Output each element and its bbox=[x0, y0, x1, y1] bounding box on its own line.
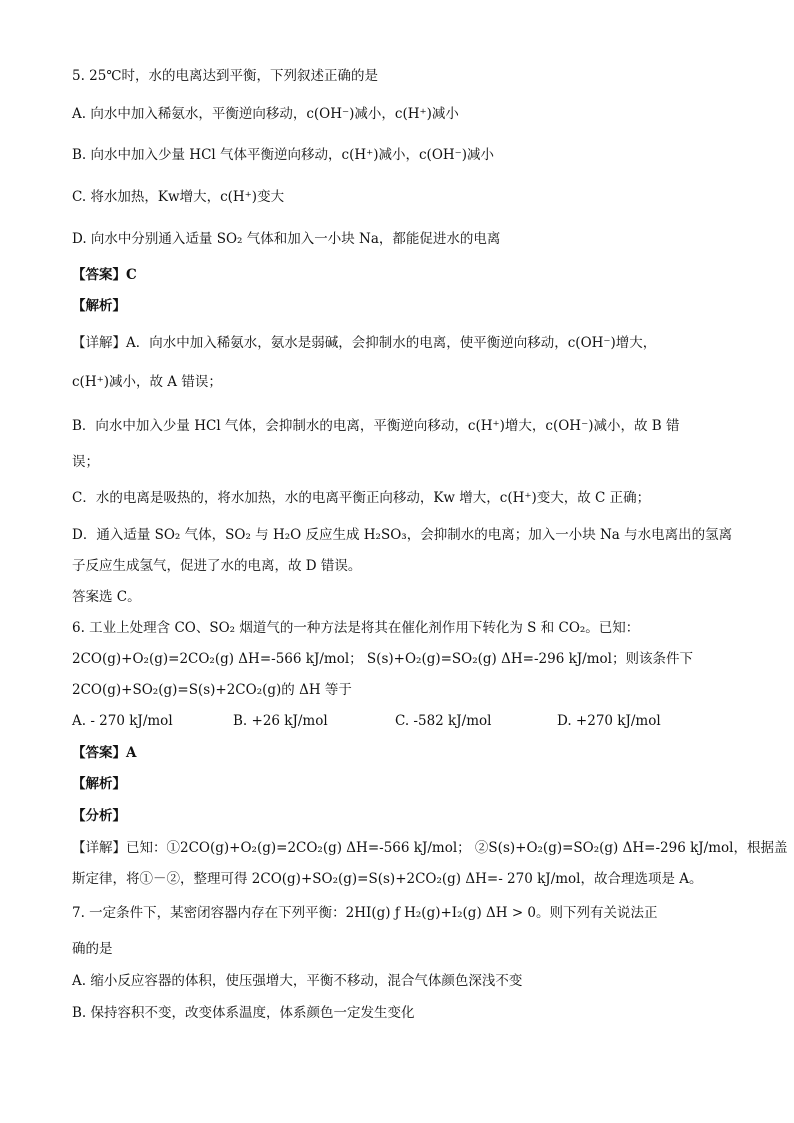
q6-stem-2: 2CO(g)+O₂(g)=2CO₂(g) ΔH=-566 kJ/mol； S(s)+O₂(g)=SO₂(g) ΔH=-296 kJ/mol；则该条件下 bbox=[72, 651, 693, 667]
q7-stem-2: 确的是 bbox=[72, 941, 113, 957]
q6-fenxi-label: 【分析】 bbox=[72, 808, 126, 824]
q5-detail-7: 子反应生成氢气，促进了水的电离，故 D 错误。 bbox=[72, 558, 362, 574]
q7-option-b: B. 保持容积不变，改变体系温度，体系颜色一定发生变化 bbox=[72, 1005, 415, 1021]
q6-detail-2: 斯定律，将①－②，整理可得 2CO(g)+SO₂(g)=S(s)+2CO₂(g) ΔH=- 270 kJ/mol，故合理选项是 A。 bbox=[72, 871, 703, 887]
q7-stem-1: 7. 一定条件下，某密闭容器内存在下列平衡：2HI(g) ƒ H₂(g)+I₂(g) ΔH > 0。则下列有关说法正 bbox=[72, 905, 658, 921]
q5-option-c: C. 将水加热，Kw增大，c(H⁺)变大 bbox=[72, 189, 285, 205]
q6-option-d: D. +270 kJ/mol bbox=[557, 713, 661, 729]
q6-option-a: A. - 270 kJ/mol bbox=[72, 713, 173, 729]
q6-option-c: C. -582 kJ/mol bbox=[395, 713, 492, 729]
q6-option-b: B. +26 kJ/mol bbox=[233, 713, 328, 729]
q5-detail-3: B．向水中加入少量 HCl 气体，会抑制水的电离，平衡逆向移动，c(H⁺)增大，c(OH⁻)减小，故 B 错 bbox=[72, 418, 680, 434]
q5-option-b: B. 向水中加入少量 HCl 气体平衡逆向移动，c(H⁺)减小，c(OH⁻)减小 bbox=[72, 147, 495, 163]
q6-answer: 【答案】A bbox=[72, 745, 137, 761]
q5-detail-2: c(H⁺)减小，故 A 错误； bbox=[72, 374, 222, 390]
q6-stem-3: 2CO(g)+SO₂(g)=S(s)+2CO₂(g)的 ΔH 等于 bbox=[72, 682, 352, 698]
q5-stem: 5. 25℃时，水的电离达到平衡，下列叙述正确的是 bbox=[72, 68, 378, 84]
q5-option-a: A. 向水中加入稀氨水，平衡逆向移动，c(OH⁻)减小，c(H⁺)减小 bbox=[72, 106, 459, 122]
q5-detail-1: 【详解】A．向水中加入稀氨水，氨水是弱碱，会抑制水的电离，使平衡逆向移动，c(OH⁻)增大， bbox=[72, 335, 657, 351]
q5-option-d: D. 向水中分别通入适量 SO₂ 气体和加入一小块 Na，都能促进水的电离 bbox=[72, 231, 501, 247]
q5-answer: 【答案】C bbox=[72, 267, 137, 283]
q5-analysis-label: 【解析】 bbox=[72, 298, 126, 314]
q7-option-a: A. 缩小反应容器的体积，使压强增大，平衡不移动，混合气体颜色深浅不变 bbox=[72, 973, 523, 989]
q6-analysis-label: 【解析】 bbox=[72, 776, 126, 792]
q5-detail-6: D．通入适量 SO₂ 气体，SO₂ 与 H₂O 反应生成 H₂SO₃，会抑制水的电离；加入一小块 Na 与水电离出的氢离 bbox=[72, 527, 733, 543]
q5-detail-4: 误； bbox=[72, 454, 99, 470]
q5-detail-5: C．水的电离是吸热的，将水加热，水的电离平衡正向移动，Kw 增大，c(H⁺)变大，故 C 正确； bbox=[72, 490, 651, 506]
q6-stem-1: 6. 工业上处理含 CO、SO₂ 烟道气的一种方法是将其在催化剂作用下转化为 S 和 CO₂。已知： bbox=[72, 620, 640, 636]
q5-detail-8: 答案选 C。 bbox=[72, 589, 141, 605]
q6-detail-1: 【详解】已知：①2CO(g)+O₂(g)=2CO₂(g) ΔH=-566 kJ/mol； ②S(s)+O₂(g)=SO₂(g) ΔH=-296 kJ/mol，根据盖 bbox=[72, 840, 788, 856]
